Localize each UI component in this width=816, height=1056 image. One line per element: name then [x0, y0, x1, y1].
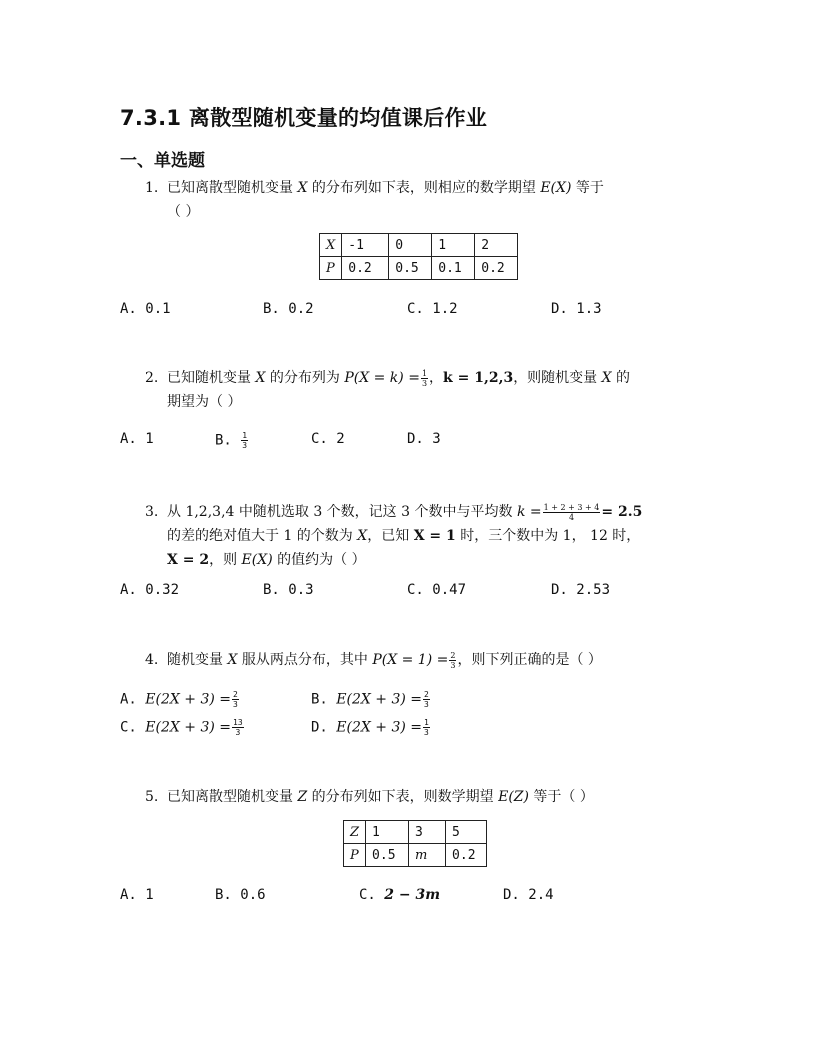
fraction-numerator: 2	[424, 690, 429, 699]
table-cell: Z	[344, 821, 366, 844]
fraction-numerator: 1 + 2 + 3 + 4	[543, 502, 600, 512]
option-prefix: B.	[311, 691, 328, 708]
question-text: （ ）	[167, 204, 200, 220]
distribution-table-1	[319, 233, 518, 280]
page-title: 7.3.1 离散型随机变量的均值课后作业	[120, 106, 488, 130]
table-cell: 0.2	[446, 844, 487, 867]
question-text: 已知随机变量	[167, 370, 256, 386]
math-variable: X	[255, 370, 266, 386]
math-expression: P(X = k) =	[344, 370, 420, 386]
question-line	[145, 548, 642, 572]
math-variable: X	[227, 652, 238, 668]
option-c[interactable]: C. 2	[311, 431, 345, 447]
question-1	[145, 176, 604, 224]
table-cell: -1	[342, 234, 389, 257]
table-cell: 0.2	[342, 257, 389, 280]
table-row	[320, 257, 518, 280]
table-cell: X	[320, 234, 342, 257]
option-d[interactable]: D. 2.4	[503, 887, 554, 903]
question-text: 服从两点分布，其中	[237, 652, 373, 668]
table-cell: 1	[366, 821, 409, 844]
fraction	[241, 431, 248, 450]
fraction-denominator: 3	[424, 700, 429, 709]
math-expression: E(2X + 3) =	[336, 719, 423, 736]
question-number: 4.	[145, 652, 159, 668]
question-text: ，已知	[367, 528, 414, 544]
table-row	[344, 844, 487, 867]
question-number: 5.	[145, 789, 159, 805]
math-expression: k =	[516, 504, 542, 520]
fraction-denominator: 3	[421, 378, 428, 388]
option-prefix: D.	[311, 719, 328, 736]
option-d[interactable]	[311, 718, 431, 737]
table-cell: P	[344, 844, 366, 867]
option-prefix: C.	[359, 887, 376, 903]
fraction	[423, 718, 430, 737]
table-cell: 0.2	[475, 257, 518, 280]
table-cell: 5	[446, 821, 487, 844]
question-3	[145, 500, 642, 572]
math-variable: Z	[297, 789, 308, 805]
table-cell: 2	[475, 234, 518, 257]
question-text: 等于（ ）	[528, 789, 594, 805]
math-variable: X	[601, 370, 612, 386]
option-prefix: A.	[120, 691, 137, 708]
option-b[interactable]	[311, 690, 431, 709]
fraction-denominator: 3	[233, 700, 238, 709]
question-text: ，则	[209, 552, 242, 568]
table-cell: P	[320, 257, 342, 280]
math-variable: X	[297, 180, 308, 196]
question-number: 3.	[145, 504, 159, 520]
table-cell: 0	[389, 234, 432, 257]
math-expression: k = 1,2,3	[443, 370, 514, 386]
question-text: 时，三个数中为 1， 12 时，	[455, 528, 641, 544]
fraction-numerator: 1	[421, 368, 428, 378]
option-prefix: C.	[120, 719, 137, 736]
question-text: 从 1,2,3,4 中随机选取 3 个数，记这 3 个数中与平均数	[167, 504, 517, 520]
option-d[interactable]: D. 2.53	[551, 582, 611, 598]
question-text: 已知离散型随机变量	[167, 180, 298, 196]
fraction-numerator: 13	[233, 718, 243, 727]
question-text: 随机变量	[167, 652, 228, 668]
table-row	[344, 821, 487, 844]
math-expression: X = 1	[413, 528, 456, 544]
fraction	[449, 651, 456, 670]
option-c[interactable]: C. 1.2	[407, 301, 458, 317]
math-expression: E(X)	[540, 180, 572, 196]
fraction-numerator: 2	[233, 690, 238, 699]
question-4	[145, 648, 602, 672]
section-heading: 一、单选题	[120, 151, 205, 171]
option-c[interactable]	[120, 718, 245, 737]
option-prefix: B.	[215, 432, 232, 449]
option-c[interactable]: C. 0.47	[407, 582, 467, 598]
fraction	[232, 690, 239, 709]
fraction-denominator: 4	[568, 512, 575, 522]
table-cell: 0.5	[389, 257, 432, 280]
table-cell: 1	[432, 234, 475, 257]
fraction	[232, 718, 244, 737]
fraction	[423, 690, 430, 709]
question-text: 已知离散型随机变量	[167, 789, 298, 805]
question-2	[145, 366, 630, 414]
question-text: ，则随机变量	[513, 370, 602, 386]
question-text: 的	[611, 370, 631, 386]
option-c[interactable]	[359, 887, 440, 903]
option-a[interactable]	[120, 690, 240, 709]
question-text: 的分布列为	[265, 370, 345, 386]
question-text: 的差的绝对值大于 1 的个数为	[167, 528, 358, 544]
table-cell: 0.1	[432, 257, 475, 280]
option-d[interactable]: D. 3	[407, 431, 441, 447]
table-cell: 0.5	[366, 844, 409, 867]
fraction-denominator: 3	[242, 441, 248, 450]
distribution-table-5	[343, 820, 487, 867]
question-5	[145, 785, 594, 809]
option-b[interactable]: B. 0.3	[263, 582, 314, 598]
question-text: 期望为（ ）	[167, 394, 242, 410]
fraction-denominator: 3	[450, 660, 456, 670]
math-expression: E(2X + 3) =	[336, 691, 423, 708]
fraction-denominator: 3	[235, 728, 241, 737]
math-expression: E(2X + 3) =	[145, 719, 232, 736]
option-a[interactable]: A. 0.32	[120, 582, 180, 598]
table-cell: m	[409, 844, 446, 867]
question-text: 等于	[571, 180, 604, 196]
question-number: 1.	[145, 180, 159, 196]
option-a[interactable]: A. 1	[120, 431, 154, 447]
fraction-numerator: 2	[450, 650, 456, 660]
math-expression: E(2X + 3) =	[145, 691, 232, 708]
math-expression: E(X)	[241, 552, 273, 568]
question-text: 的值约为（ ）	[272, 552, 366, 568]
fraction	[421, 369, 428, 388]
question-text: 的分布列如下表，则相应的数学期望	[307, 180, 541, 196]
table-row	[320, 234, 518, 257]
question-line	[145, 524, 642, 548]
option-b[interactable]	[215, 431, 249, 450]
option-a[interactable]: A. 1	[120, 887, 154, 903]
fraction	[543, 503, 601, 522]
math-expression: X = 2	[167, 552, 210, 568]
math-expression: = 2.5	[601, 504, 643, 520]
option-d[interactable]: D. 1.3	[551, 301, 602, 317]
fraction-denominator: 3	[424, 728, 429, 737]
option-b[interactable]: B. 0.6	[215, 887, 266, 903]
question-text: ，则下列正确的是（ ）	[457, 652, 602, 668]
fraction-numerator: 1	[242, 431, 248, 440]
table-cell: 3	[409, 821, 446, 844]
math-expression: 2 − 3m	[384, 887, 441, 903]
fraction-numerator: 1	[424, 718, 429, 727]
question-number: 2.	[145, 370, 159, 386]
option-b[interactable]: B. 0.2	[263, 301, 314, 317]
question-text: 的分布列如下表，则数学期望	[307, 789, 499, 805]
math-variable: X	[357, 528, 368, 544]
math-expression: P(X = 1) =	[372, 652, 449, 668]
option-a[interactable]: A. 0.1	[120, 301, 171, 317]
question-text: ，	[429, 370, 444, 386]
math-expression: E(Z)	[498, 789, 529, 805]
